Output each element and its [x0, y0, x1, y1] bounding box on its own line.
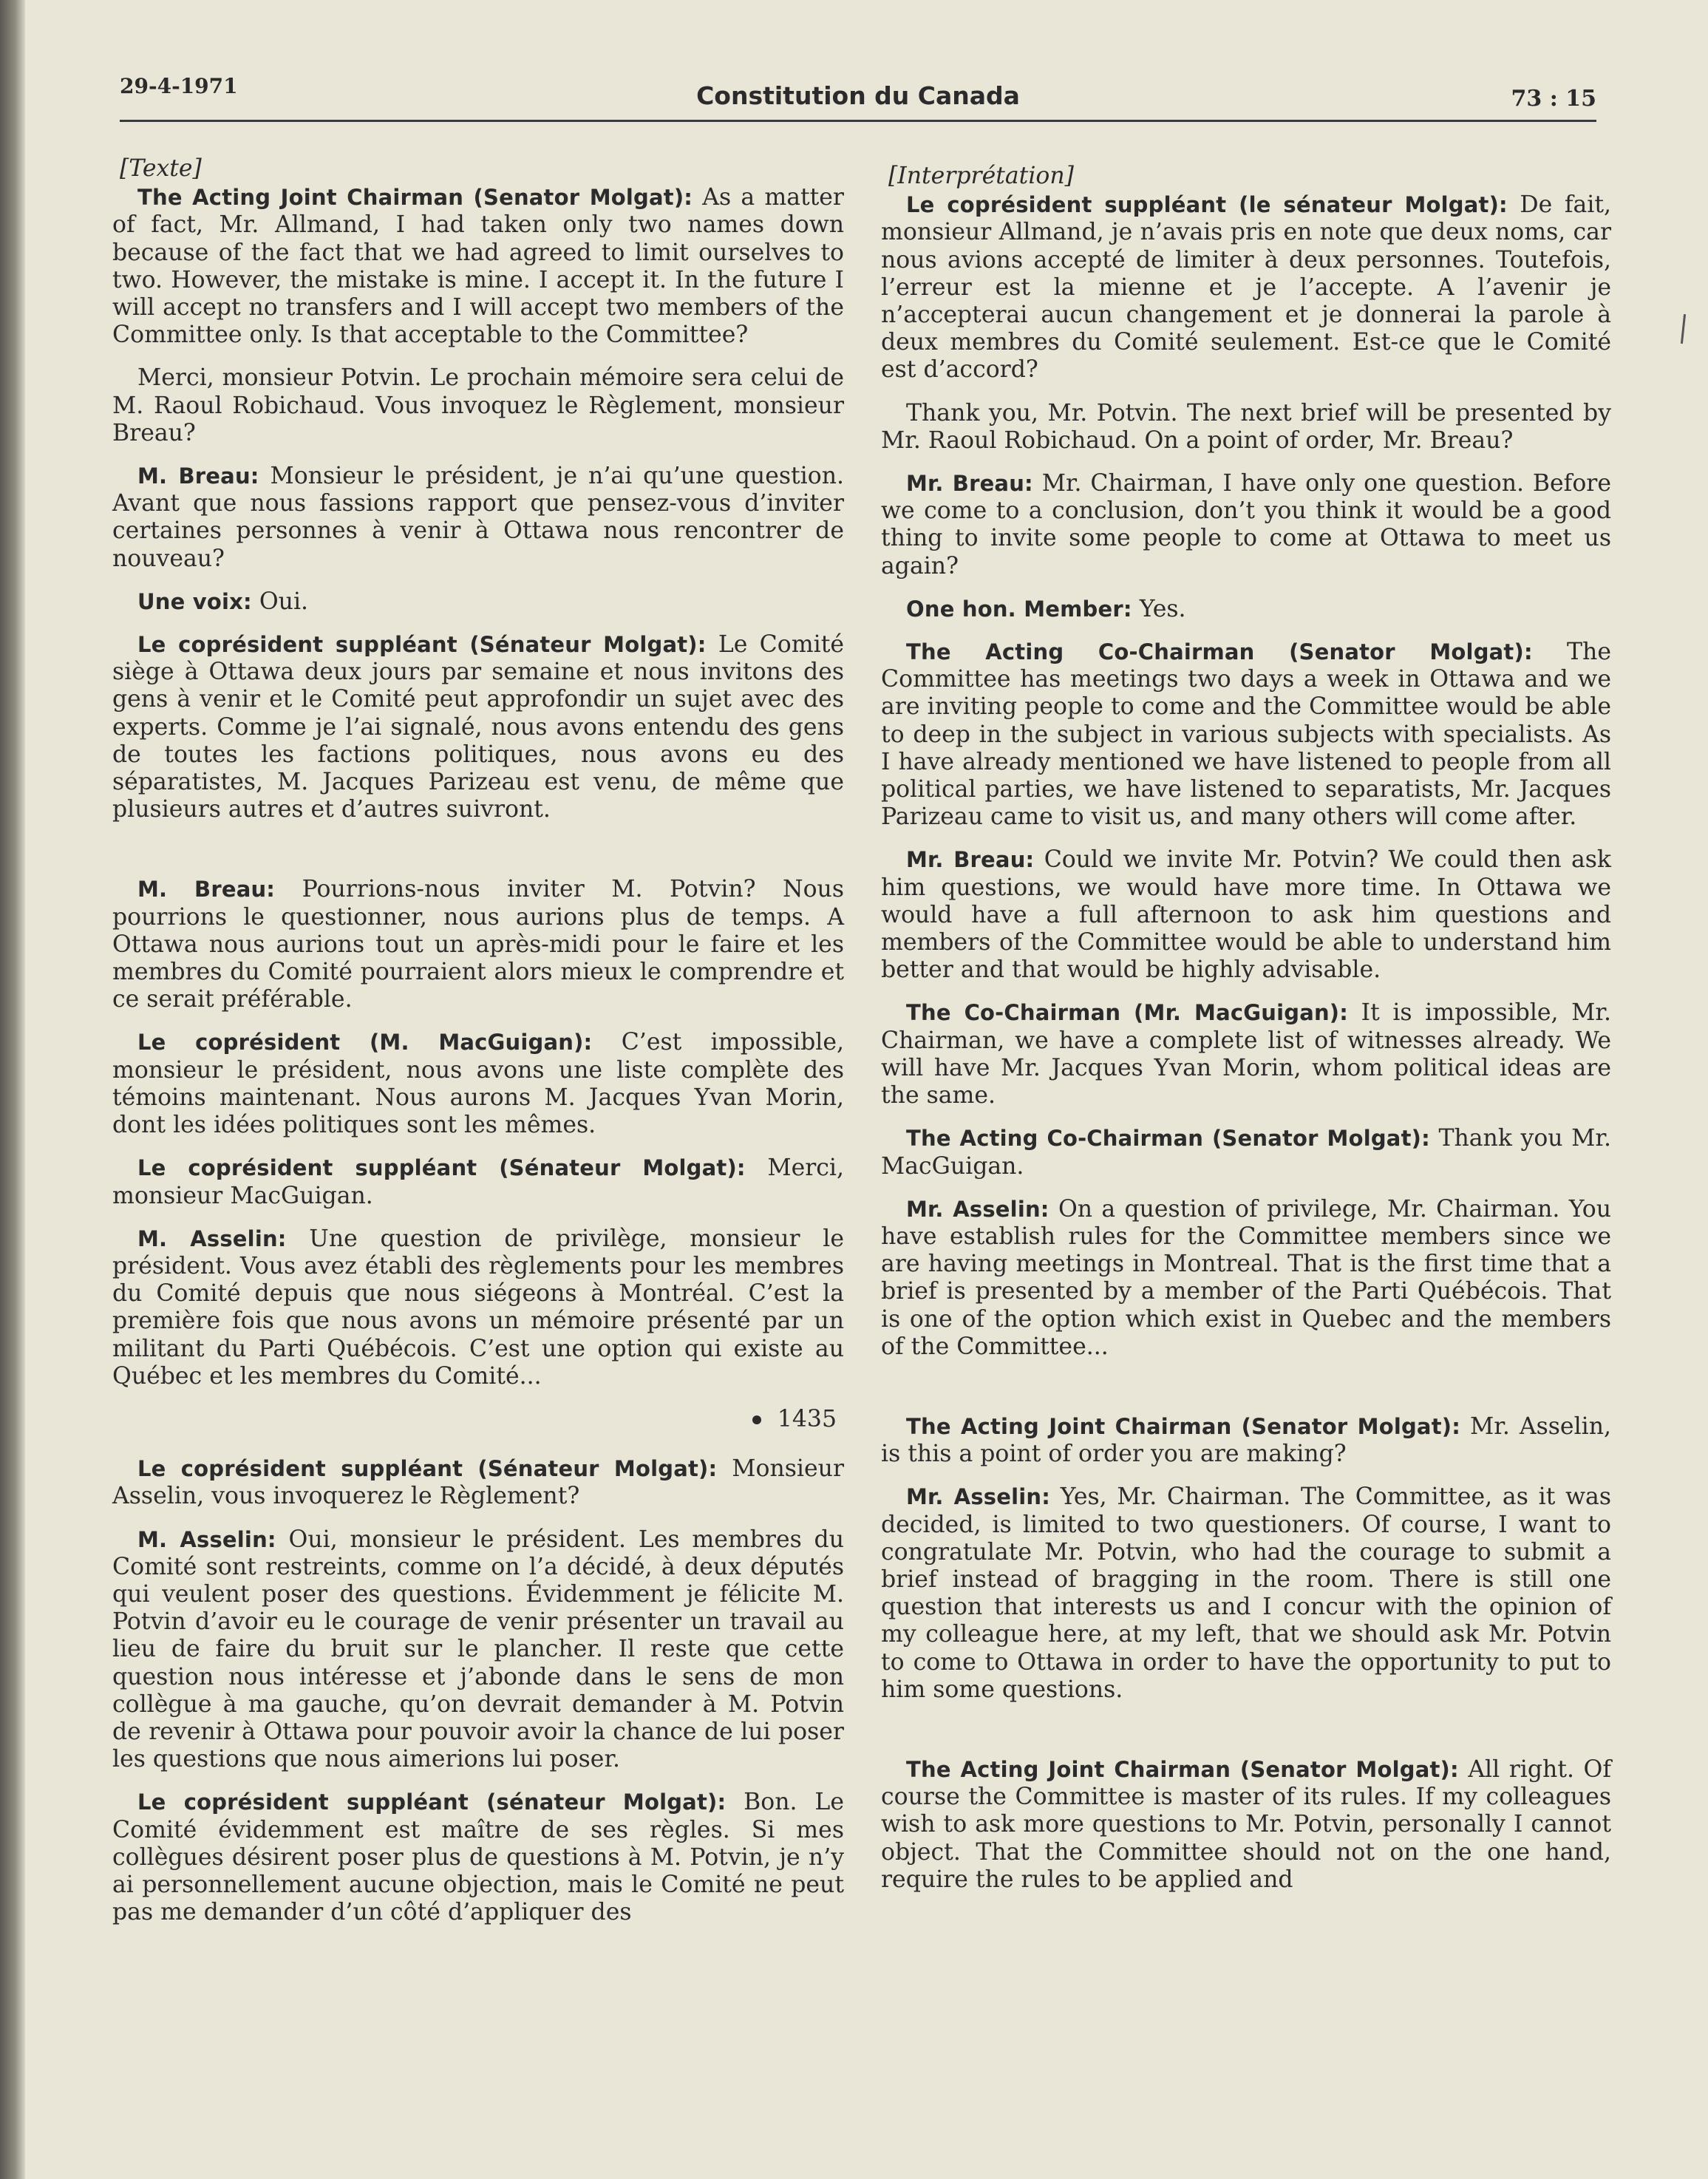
paragraph [112, 1789, 844, 1926]
time-marker-text: 1435 [777, 1405, 837, 1432]
paragraph [112, 184, 844, 349]
paragraph [112, 1455, 844, 1510]
speech: It is impossible, Mr. Chairman, we have a complete list of witnesses already. We will have Mr. Jacques Yvan Morin, whom political ideas are the same. [881, 999, 1611, 1109]
paragraph [881, 1756, 1611, 1894]
speech: Pourrions-nous inviter M. Potvin? Nous pourrions le questionner, nous aurions plus de temps. A Ottawa nous aurions tout un après-midi pour le faire et les membres du Comité pourraient alors mieux le comprendre et ce serait préférable. [112, 876, 844, 1013]
speech: Mr. Asselin, is this a point of order you are making? [881, 1413, 1612, 1468]
paragraph [112, 1155, 844, 1209]
speech: C’est impossible, monsieur le président, nous avons une liste complète des témoins maintenant. Nous aurons M. Jacques Yvan Morin, dont les idées politiques sont les mêmes. [112, 1029, 844, 1139]
speaker: M. Asselin: [137, 1226, 287, 1251]
speech: As a matter of fact, Mr. Allmand, I had taken only two names down because of the fact that we had agreed to limit ourselves to two. However, the mistake is mine. I accept it. In the future I will accept no transfers and I will accept two members of the Committee only. Is that acceptable to the Committee? [112, 184, 844, 349]
speaker: Mr. Asselin: [906, 1196, 1049, 1222]
speech: De fait, monsieur Allmand, je n’avais pris en note que deux noms, car nous avions accepté de limiter à deux personnes. Toutefois, l’erreur est la mienne et je l’accepte. A l’avenir je n’accepterai aucun changement et je donnerai la parole à deux membres du Comité seulement. Est-ce que le Comité est d’accord? [881, 191, 1611, 384]
section-tag: [Texte] [120, 155, 202, 182]
speaker: The Acting Co-Chairman (Senator Molgat): [906, 1126, 1430, 1152]
speech: Yes. [1139, 595, 1186, 622]
paragraph [881, 1125, 1611, 1180]
bullet-icon [752, 1415, 761, 1424]
paragraph [881, 1483, 1611, 1704]
speaker: Le coprésident suppléant (Sénateur Molgat): [137, 1456, 718, 1482]
right-column-english [881, 163, 1611, 1909]
speech: Yes, Mr. Chairman. The Committee, as it was decided, is limited to two questioners. Of course, I want to congratulate Mr. Potvin, who had the courage to submit a brief instead of bragging in the room. There is still one question that interests us and I concur with the opinion of my colleague here, at my left, that we should ask Mr. Potvin to come to Ottawa in order to have the opportunity to put to him some questions. [881, 1483, 1611, 1703]
speech: Mr. Chairman, I have only one question. Before we come to a conclusion, don’t you think it would be a good thing to invite some people to come at Ottawa to meet us again? [881, 470, 1612, 579]
speaker: Le coprésident suppléant (sénateur Molgat): [137, 1789, 727, 1815]
speaker: The Acting Co-Chairman (Senator Molgat): [906, 639, 1533, 665]
speech: Monsieur Asselin, vous invoquerez le Règlement? [112, 1455, 844, 1510]
speaker: Le coprésident suppléant (le sénateur Molgat): [906, 192, 1508, 218]
speaker: Une voix: [137, 588, 252, 614]
speech: On a question of privilege, Mr. Chairman. You have establish rules for the Committee members since we are having meetings in Montreal. That is the first time that a brief is presented by a member of the Parti Québécois. That is one of the option which exist in Quebec and the members of the Committee... [881, 1195, 1612, 1360]
speaker: The Acting Joint Chairman (Senator Molgat): [137, 185, 693, 211]
paragraph [881, 470, 1611, 580]
speech: Merci, monsieur MacGuigan. [112, 1155, 844, 1209]
left-column-french [112, 155, 844, 1942]
section-tag: [Interprétation] [888, 163, 1074, 189]
page-header [120, 74, 1596, 122]
speech: All right. Of course the Committee is master of its rules. If my colleagues wish to ask more questions to Mr. Potvin, personally I cannot object. That the Committee should not on the one hand, require the rules to be applied and [881, 1755, 1611, 1893]
header-date: 29-4-1971 [120, 74, 238, 98]
paragraph [881, 846, 1611, 984]
speaker: One hon. Member: [906, 596, 1132, 622]
speech: Oui, monsieur le président. Les membres du Comité sont restreints, comme on l’a décidé, à deux députés qui veulent poser des questions. Évidemment je félicite M. Potvin d’avoir eu le courage de venir présenter un travail au lieu de faire du bruit sur le plancher. Il reste que cette question nous intéresse et j’abonde dans le sens de mon collègue à ma gauche, qu’on devrait demander à M. Potvin de revenir à Ottawa pour pouvoir avoir la chance de lui poser les questions que nous aimerions lui poser. [112, 1526, 844, 1773]
speech: Bon. Le Comité évidemment est maître de ses règles. Si mes collègues désirent poser plus de questions à M. Potvin, je n’y ai personnellement aucune objection, mais le Comité ne peut pas me demander d’un côté d’appliquer des [112, 1789, 844, 1926]
paragraph: Thank you, Mr. Potvin. The next brief will be presented by Mr. Raoul Robichaud. On a point of order, Mr. Breau? [881, 399, 1611, 454]
margin-pencil-mark [1681, 314, 1686, 344]
paragraph [112, 1226, 844, 1390]
paragraph [112, 631, 844, 823]
paragraph [881, 191, 1611, 384]
speech: Thank you Mr. MacGuigan. [881, 1125, 1612, 1180]
paragraph [881, 1196, 1611, 1361]
paragraph [881, 1413, 1611, 1468]
paragraph [881, 639, 1611, 831]
speaker: Mr. Asselin: [906, 1484, 1051, 1510]
speaker: The Acting Joint Chairman (Senator Molgat): [906, 1413, 1461, 1439]
speech: Could we invite Mr. Potvin? We could then ask him questions, we would have more time. In Ottawa we would have a full afternoon to ask him questions and members of the Committee would be able to understand him better and that would be highly advisable. [881, 846, 1611, 984]
speaker: M. Breau: [137, 877, 276, 902]
speaker: Mr. Breau: [906, 847, 1035, 873]
binding-edge [0, 0, 25, 2179]
paragraph [112, 876, 844, 1013]
speech: Le Comité siège à Ottawa deux jours par semaine et nous invitons des gens à venir et le Comité peut approfondir un sujet avec des experts. Comme je l’ai signalé, nous avons entendu des gens de toutes les factions politiques, nous avons eu des séparatistes, M. Jacques Parizeau est venu, de même que plusieurs autres et d’autres suivront. [112, 631, 844, 823]
speech: Une question de privilège, monsieur le président. Vous avez établi des règlements pour les membres du Comité depuis que nous siégeons à Montréal. C’est la première fois que nous avons un mémoire présenté par un militant du Parti Québécois. C’est une option qui existe au Québec et les membres du Comité... [112, 1225, 845, 1390]
paragraph [112, 1526, 844, 1774]
time-marker [112, 1406, 844, 1433]
speech: The Committee has meetings two days a week in Ottawa and we are inviting people to come and the Committee would be able to deep in the subject in various subjects with specialists. As I have already mentioned we have listened to people from all political parties, we have listened to separatists, Mr. Jacques Parizeau came to visit us, and many others will come after. [881, 639, 1611, 831]
header-page-number: 73 : 15 [1511, 86, 1596, 112]
speaker: Le coprésident (M. MacGuigan): [137, 1030, 593, 1055]
header-title: Constitution du Canada [696, 81, 1020, 110]
paragraph [881, 999, 1611, 1109]
paragraph: Merci, monsieur Potvin. Le prochain mémoire sera celui de M. Raoul Robichaud. Vous invoquez le Règlement, monsieur Breau? [112, 364, 844, 446]
speaker: The Co-Chairman (Mr. MacGuigan): [906, 1000, 1349, 1026]
speaker: M. Breau: [137, 463, 259, 489]
speech: Oui. [259, 588, 309, 615]
paragraph [112, 588, 844, 616]
speaker: Le coprésident suppléant (Sénateur Molgat): [137, 632, 707, 658]
speaker: M. Asselin: [137, 1526, 276, 1552]
paragraph [881, 596, 1611, 623]
paragraph [112, 463, 844, 573]
speaker: Le coprésident suppléant (Sénateur Molgat): [137, 1155, 746, 1181]
speech: Monsieur le président, je n’ai qu’une question. Avant que nous fassions rapport que pensez-vous d’inviter certaines personnes à venir à Ottawa nous rencontrer de nouveau? [112, 463, 844, 572]
speaker: Mr. Breau: [906, 471, 1033, 497]
paragraph [112, 1029, 844, 1139]
speaker: The Acting Joint Chairman (Senator Molgat): [906, 1756, 1459, 1782]
